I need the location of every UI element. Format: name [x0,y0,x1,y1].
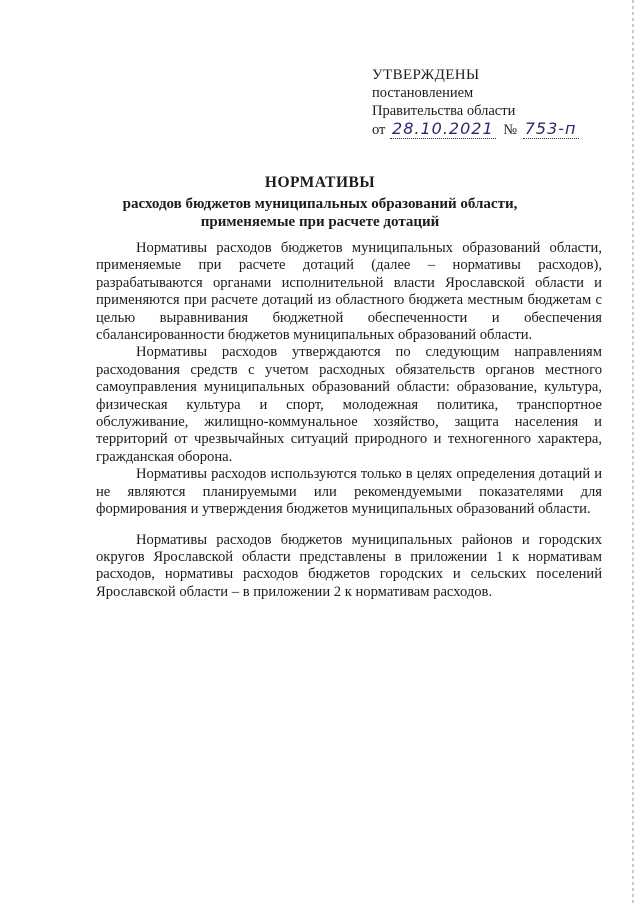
from-label: от [372,122,386,138]
document-title [80,174,560,231]
paragraph-4: Нормативы расходов бюджетов муниципальных районов и городских округов Ярославской области представлены в приложении 1 к нормативам расходов, нормативы расходов бюджетов городских и сельских поселений Ярославской области – в приложении 2 к нормативам расходов. [96,531,602,600]
approval-date-number-row [372,120,622,139]
approval-line-government: Правительства области [372,103,516,119]
document-body [96,240,602,601]
paragraph-2: Нормативы расходов утверждаются по следующим направлениям расходования средств с учетом расходных обязательств органов местного самоуправления муниципальных образований области: образование, культура, физическая культура и спорт, молодежная политика, транспортное обслуживание, жилищно-коммунальное хозяйство, защита населения и территорий от чрезвычайных ситуаций природного и техногенного характера, гражданская оборона. [96,344,602,465]
approval-stamp-block [372,66,622,139]
title-subtitle: расходов бюджетов муниципальных образований области, применяемые при расчете дотаций [122,196,518,230]
scan-edge-divider [632,0,634,905]
handwritten-number: 753-п [524,119,577,138]
paragraph-1: Нормативы расходов бюджетов муниципальных образований области, применяемые при расчете дотаций (далее – нормативы расходов), разрабатываются органами исполнительной власти Ярославской области и применяются при расчете дотаций из областного бюджета местным бюджетам с целью выравнивания бюджетной обеспеченности и обеспечения сбалансированности бюджетов муниципальных образований области. [96,240,602,344]
handwritten-date: 28.10.2021 [392,119,494,138]
number-label: № [503,122,518,138]
approval-heading: УТВЕРЖДЕНЫ [372,67,480,83]
title-main: НОРМАТИВЫ [264,174,376,191]
approval-line-resolution: постановлением [372,85,474,101]
paragraph-3: Нормативы расходов используются только в целях определения дотаций и не являются планируемыми или рекомендуемыми показателями для формирования и утверждения бюджетов муниципальных образований области. [96,466,602,518]
